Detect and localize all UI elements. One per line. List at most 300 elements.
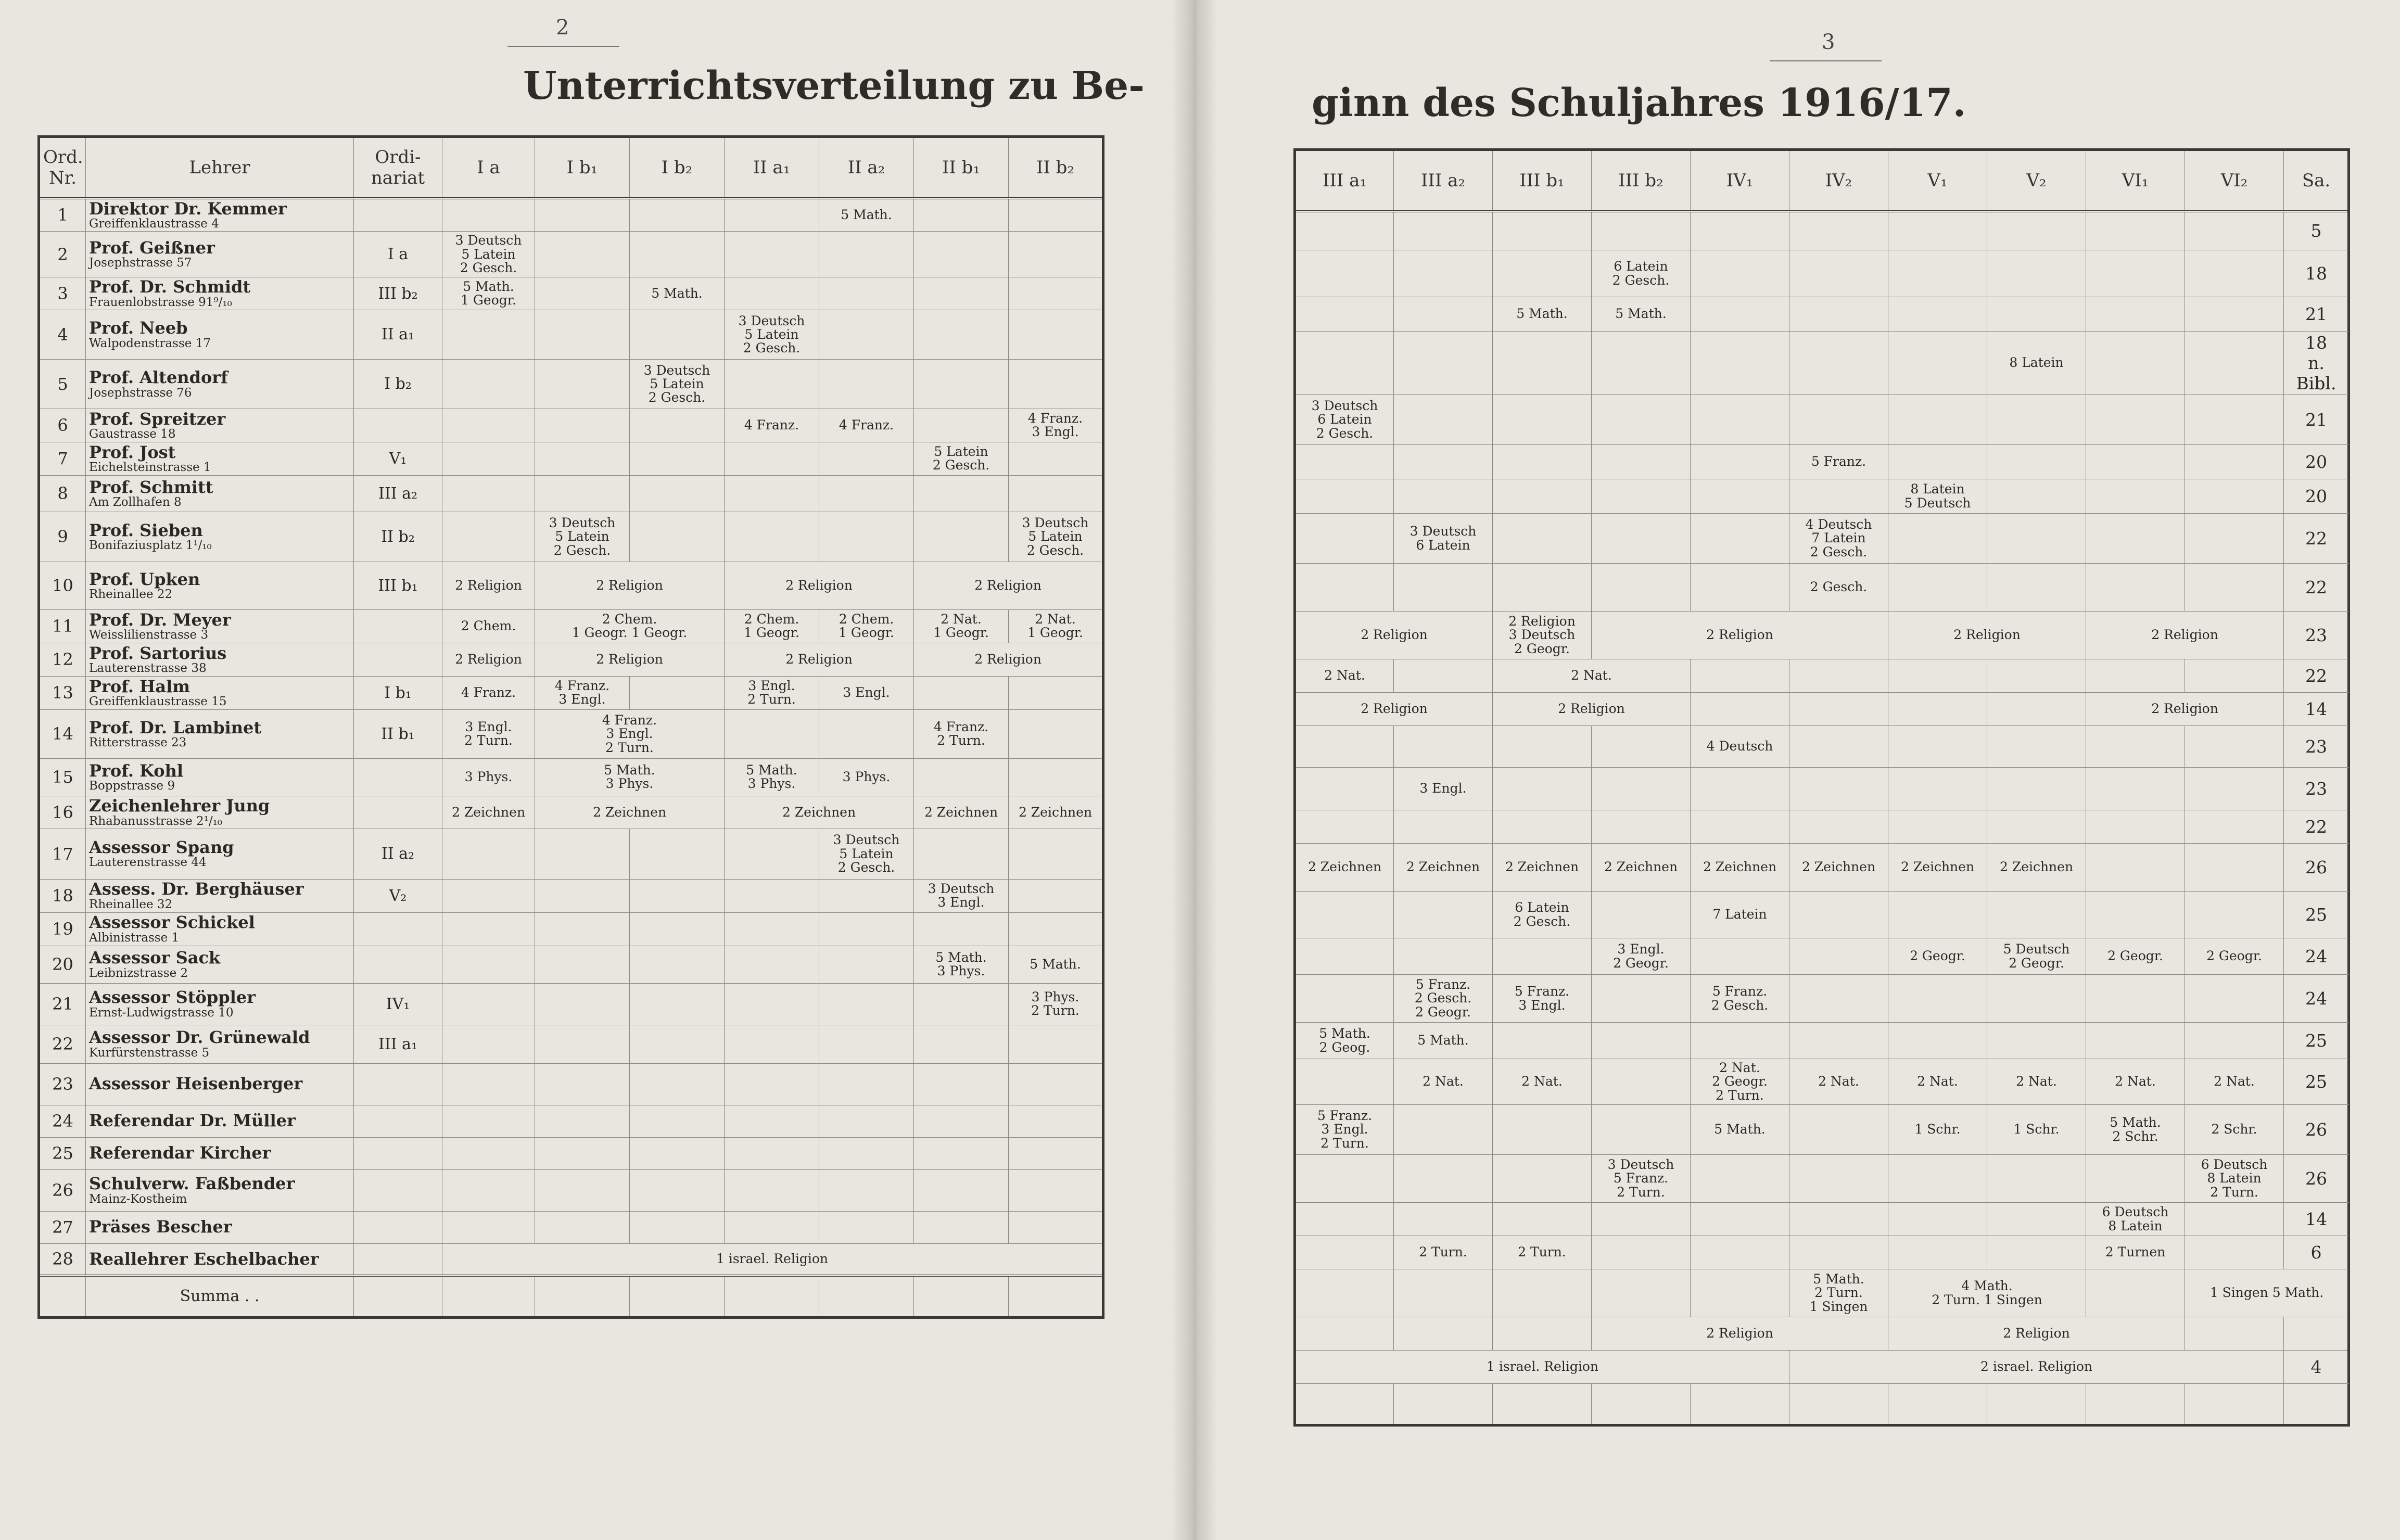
- empty-cell: [535, 946, 630, 983]
- empty-cell: [535, 829, 630, 879]
- left-header-7: II a₂: [819, 137, 914, 198]
- empty-cell: [725, 512, 819, 562]
- teacher-name: Referendar Dr. Müller: [89, 1111, 296, 1131]
- class-row: [1295, 938, 2349, 975]
- empty-cell: [2185, 659, 2284, 693]
- teacher-row: [39, 912, 1103, 946]
- empty-cell: [1691, 445, 1789, 479]
- empty-cell: [725, 1276, 819, 1317]
- left-header-2: Ordi- nariat: [354, 137, 442, 198]
- hours-sum-cell: 25: [2284, 1023, 2349, 1059]
- empty-cell: [535, 983, 630, 1025]
- teacher-cell: [86, 562, 354, 609]
- empty-cell: [2185, 564, 2284, 612]
- empty-cell: [1789, 479, 1888, 514]
- empty-cell: [819, 1063, 914, 1105]
- lesson-cell: 2 Religion: [535, 562, 725, 609]
- empty-cell: [1789, 659, 1888, 693]
- empty-cell: [1394, 1269, 1493, 1317]
- teacher-cell: [86, 1137, 354, 1169]
- empty-cell: [630, 676, 725, 709]
- teacher-cell: [86, 879, 354, 912]
- empty-cell: [2185, 250, 2284, 297]
- lesson-cell: 4 Franz. 2 Turn.: [914, 709, 1009, 758]
- empty-cell: [1493, 768, 1592, 810]
- teacher-cell: [86, 1211, 354, 1243]
- teacher-row: [39, 1137, 1103, 1169]
- lesson-cell: 5 Math. 3 Phys.: [914, 946, 1009, 983]
- empty-cell: [630, 1276, 725, 1317]
- ordinariat-cell: III b₂: [354, 277, 442, 310]
- empty-cell: [1691, 564, 1789, 612]
- class-row: [1295, 892, 2349, 938]
- teacher-cell: [86, 232, 354, 277]
- empty-cell: [1295, 332, 1394, 395]
- empty-cell: [914, 983, 1009, 1025]
- right-header-3: III b₂: [1592, 150, 1691, 211]
- right-header-7: V₂: [1987, 150, 2086, 211]
- hours-sum-cell: 25: [2284, 892, 2349, 938]
- hours-sum-cell: 26: [2284, 844, 2349, 892]
- lesson-cell: 2 Zeichnen: [1888, 844, 1987, 892]
- book-gutter: [1171, 0, 1218, 1540]
- lesson-cell: 2 Religion: [1295, 693, 1493, 726]
- row-number: 11: [39, 609, 86, 643]
- row-number: 21: [39, 983, 86, 1025]
- lesson-cell: 3 Deutsch 5 Latein 2 Gesch.: [725, 310, 819, 359]
- empty-cell: [442, 1137, 535, 1169]
- teacher-address: Boppstrasse 9: [89, 779, 175, 793]
- empty-cell: [1295, 445, 1394, 479]
- teacher-cell: [86, 912, 354, 946]
- empty-cell: [630, 946, 725, 983]
- empty-cell: [914, 232, 1009, 277]
- empty-cell: [1295, 297, 1394, 332]
- empty-cell: [1888, 1384, 1987, 1426]
- lesson-cell: 4 Math. 2 Turn. 1 Singen: [1888, 1269, 2086, 1317]
- empty-cell: [535, 1063, 630, 1105]
- empty-cell: [1394, 938, 1493, 975]
- lesson-cell: 5 Franz.: [1789, 445, 1888, 479]
- empty-cell: [1009, 879, 1103, 912]
- right-schedule-table: [1293, 148, 2350, 1427]
- teacher-address: Josephstrasse 57: [89, 256, 192, 270]
- teacher-row: [39, 1105, 1103, 1137]
- empty-cell: [442, 879, 535, 912]
- lesson-cell: 2 Religion: [914, 643, 1103, 676]
- empty-cell: [1394, 659, 1493, 693]
- teacher-name: Assessor Sack: [89, 948, 221, 968]
- teacher-cell: [86, 609, 354, 643]
- teacher-row: [39, 562, 1103, 609]
- teacher-cell: [86, 829, 354, 879]
- row-number: 4: [39, 310, 86, 359]
- ordinariat-cell: I b₁: [354, 676, 442, 709]
- teacher-address: Weisslilienstrasse 3: [89, 628, 209, 642]
- empty-cell: [1987, 211, 2086, 250]
- empty-cell: [1691, 297, 1789, 332]
- empty-cell: [819, 442, 914, 475]
- empty-cell: [725, 475, 819, 512]
- teacher-name: Assessor Dr. Grünewald: [89, 1027, 310, 1048]
- left-header-8: II b₁: [914, 137, 1009, 198]
- lesson-cell: 1 Schr.: [1987, 1105, 2086, 1155]
- empty-cell: [2185, 1317, 2284, 1351]
- empty-cell: [1592, 768, 1691, 810]
- empty-cell: [1009, 829, 1103, 879]
- left-page-number-rule: [507, 46, 619, 47]
- class-row: [1295, 844, 2349, 892]
- empty-cell: [630, 1169, 725, 1211]
- teacher-row: [39, 277, 1103, 310]
- empty-cell: [1592, 514, 1691, 564]
- right-page-number: 3: [1822, 30, 1835, 54]
- lesson-cell: 2 Religion: [442, 562, 535, 609]
- empty-cell: [1493, 479, 1592, 514]
- left-header-3: I a: [442, 137, 535, 198]
- teacher-row: [39, 409, 1103, 442]
- empty-cell: [2284, 1317, 2349, 1351]
- empty-cell: [1394, 297, 1493, 332]
- empty-cell: [630, 1025, 725, 1063]
- empty-cell: [1493, 211, 1592, 250]
- empty-cell: [535, 277, 630, 310]
- empty-cell: [1888, 659, 1987, 693]
- lesson-cell: 1 Singen 5 Math.: [2185, 1269, 2349, 1317]
- empty-cell: [2086, 975, 2185, 1023]
- empty-cell: [1394, 726, 1493, 768]
- lesson-cell: 2 Zeichnen: [1592, 844, 1691, 892]
- empty-cell: [1987, 479, 2086, 514]
- row-number: 24: [39, 1105, 86, 1137]
- row-number: 20: [39, 946, 86, 983]
- empty-cell: [914, 1169, 1009, 1211]
- teacher-name: Assessor Heisenberger: [89, 1074, 303, 1094]
- empty-cell: [2086, 297, 2185, 332]
- empty-cell: [535, 1137, 630, 1169]
- row-number: 26: [39, 1169, 86, 1211]
- empty-cell: [1295, 1236, 1394, 1269]
- right-header-10: Sa.: [2284, 150, 2349, 211]
- ordinariat-cell: [354, 796, 442, 829]
- lesson-cell: 3 Deutsch 5 Franz. 2 Turn.: [1592, 1155, 1691, 1203]
- empty-cell: [1691, 479, 1789, 514]
- empty-cell: [1789, 1155, 1888, 1203]
- empty-cell: [1394, 1203, 1493, 1236]
- empty-cell: [1789, 1203, 1888, 1236]
- teacher-address: Mainz-Kostheim: [89, 1192, 187, 1206]
- lesson-cell: 2 Zeichnen: [1009, 796, 1103, 829]
- row-number: 16: [39, 796, 86, 829]
- right-header-5: IV₂: [1789, 150, 1888, 211]
- class-row: [1295, 1317, 2349, 1351]
- empty-cell: [725, 879, 819, 912]
- lesson-cell: 2 Chem. 1 Geogr. 1 Geogr.: [535, 609, 725, 643]
- row-number: 28: [39, 1243, 86, 1276]
- lesson-cell: 4 Franz. 3 Engl.: [535, 676, 630, 709]
- row-number: 15: [39, 758, 86, 796]
- class-row: [1295, 975, 2349, 1023]
- lesson-cell: 2 Nat.: [1493, 659, 1691, 693]
- left-header-9: II b₂: [1009, 137, 1103, 198]
- empty-cell: [535, 442, 630, 475]
- teacher-cell: [86, 198, 354, 232]
- hours-sum-cell: 24: [2284, 938, 2349, 975]
- teacher-name: Prof. Sieben: [89, 520, 203, 540]
- empty-cell: [630, 912, 725, 946]
- empty-cell: [1987, 693, 2086, 726]
- lesson-cell: 5 Math.: [1493, 297, 1592, 332]
- empty-cell: [1009, 1211, 1103, 1243]
- empty-cell: [535, 1105, 630, 1137]
- empty-cell: [725, 1105, 819, 1137]
- ordinariat-cell: II a₁: [354, 310, 442, 359]
- empty-cell: [1888, 975, 1987, 1023]
- empty-cell: [819, 912, 914, 946]
- hours-sum-cell: 14: [2284, 1203, 2349, 1236]
- teacher-row: [39, 879, 1103, 912]
- empty-cell: [1888, 514, 1987, 564]
- hours-sum-cell: 24: [2284, 975, 2349, 1023]
- empty-cell: [1009, 277, 1103, 310]
- empty-cell: [1691, 768, 1789, 810]
- empty-cell: [2185, 445, 2284, 479]
- class-row: [1295, 250, 2349, 297]
- lesson-cell: 5 Math. 2 Turn. 1 Singen: [1789, 1269, 1888, 1317]
- row-number: 7: [39, 442, 86, 475]
- lesson-cell: 2 Religion: [725, 562, 914, 609]
- teacher-name: Zeichenlehrer Jung: [89, 796, 270, 816]
- empty-cell: [1394, 564, 1493, 612]
- empty-cell: [2185, 514, 2284, 564]
- lesson-cell: 2 Chem. 1 Geogr.: [819, 609, 914, 643]
- empty-cell: [1295, 892, 1394, 938]
- lesson-cell: 2 Nat. 2 Geogr. 2 Turn.: [1691, 1059, 1789, 1105]
- summa-label: Summa . .: [86, 1276, 354, 1317]
- empty-cell: [1888, 1203, 1987, 1236]
- empty-cell: [1295, 1384, 1394, 1426]
- teacher-address: Leibnizstrasse 2: [89, 966, 188, 980]
- lesson-cell: 2 Religion: [535, 643, 725, 676]
- empty-cell: [1592, 445, 1691, 479]
- empty-cell: [1394, 395, 1493, 445]
- empty-cell: [1394, 892, 1493, 938]
- empty-cell: [1691, 659, 1789, 693]
- empty-cell: [725, 983, 819, 1025]
- left-page-number: 2: [556, 16, 569, 40]
- hours-sum-cell: 23: [2284, 726, 2349, 768]
- teacher-address: Greiffenklaustrasse 4: [89, 217, 219, 231]
- empty-cell: [1592, 726, 1691, 768]
- empty-cell: [1295, 938, 1394, 975]
- lesson-cell: 4 Franz.: [442, 676, 535, 709]
- empty-cell: [1394, 211, 1493, 250]
- left-header-5: I b₂: [630, 137, 725, 198]
- empty-cell: [2086, 395, 2185, 445]
- ordinariat-cell: [354, 1169, 442, 1211]
- row-number: 1: [39, 198, 86, 232]
- teacher-row: [39, 1169, 1103, 1211]
- right-page-number-rule: [1770, 60, 1882, 61]
- empty-cell: [630, 1063, 725, 1105]
- empty-cell: [2086, 892, 2185, 938]
- lesson-cell: 6 Deutsch 8 Latein 2 Turn.: [2185, 1155, 2284, 1203]
- empty-cell: [442, 409, 535, 442]
- lesson-cell: 2 Religion: [1493, 693, 1691, 726]
- teacher-cell: [86, 475, 354, 512]
- lesson-cell: 2 Zeichnen: [914, 796, 1009, 829]
- teacher-address: Gaustrasse 18: [89, 427, 176, 441]
- lesson-cell: 2 Turnen: [2086, 1236, 2185, 1269]
- teacher-name: Prof. Neeb: [89, 318, 188, 338]
- empty-cell: [1295, 1059, 1394, 1105]
- empty-cell: [1888, 1236, 1987, 1269]
- empty-cell: [442, 946, 535, 983]
- empty-cell: [1394, 250, 1493, 297]
- lesson-cell: 2 israel. Religion: [1789, 1351, 2284, 1384]
- empty-cell: [1888, 726, 1987, 768]
- hours-sum-cell: 25: [2284, 1059, 2349, 1105]
- lesson-cell: 5 Math. 3 Phys.: [535, 758, 725, 796]
- empty-cell: [442, 912, 535, 946]
- hours-sum-cell: 26: [2284, 1105, 2349, 1155]
- empty-cell: [725, 1063, 819, 1105]
- lesson-cell: 3 Engl.: [819, 676, 914, 709]
- ordinariat-cell: [354, 1105, 442, 1137]
- empty-cell: [1987, 1203, 2086, 1236]
- empty-cell: [1394, 332, 1493, 395]
- lesson-cell: 2 Nat.: [1789, 1059, 1888, 1105]
- empty-cell: [725, 1169, 819, 1211]
- empty-cell: [914, 1105, 1009, 1137]
- lesson-cell: 3 Deutsch 3 Engl.: [914, 879, 1009, 912]
- empty-cell: [725, 232, 819, 277]
- empty-cell: [1789, 693, 1888, 726]
- class-row: [1295, 659, 2349, 693]
- empty-cell: [1493, 810, 1592, 844]
- empty-cell: [1592, 1105, 1691, 1155]
- empty-cell: [1987, 1236, 2086, 1269]
- teacher-name: Prof. Schmitt: [89, 477, 213, 497]
- empty-cell: [535, 232, 630, 277]
- empty-cell: [1295, 211, 1394, 250]
- row-number: 3: [39, 277, 86, 310]
- teacher-name: Assessor Schickel: [89, 912, 255, 933]
- teacher-name: Prof. Geißner: [89, 237, 215, 258]
- empty-cell: [535, 1025, 630, 1063]
- empty-cell: [1789, 726, 1888, 768]
- teacher-name: Assessor Stöppler: [89, 987, 256, 1008]
- class-row: [1295, 612, 2349, 659]
- lesson-cell: 2 Nat.: [1295, 659, 1394, 693]
- lesson-cell: 1 Schr.: [1888, 1105, 1987, 1155]
- empty-cell: [1691, 1203, 1789, 1236]
- class-row: [1295, 211, 2349, 250]
- empty-cell: [1295, 1317, 1394, 1351]
- empty-cell: [914, 676, 1009, 709]
- empty-cell: [1009, 1137, 1103, 1169]
- lesson-cell: 2 Religion: [1888, 1317, 2185, 1351]
- empty-cell: [1295, 810, 1394, 844]
- teacher-address: Bonifaziusplatz 1¹/₁₀: [89, 539, 212, 553]
- teacher-name: Prof. Sartorius: [89, 643, 227, 663]
- empty-cell: [1394, 810, 1493, 844]
- empty-cell: [2185, 1203, 2284, 1236]
- teacher-cell: [86, 643, 354, 676]
- empty-cell: [1493, 332, 1592, 395]
- empty-cell: [819, 310, 914, 359]
- hours-sum-cell: 23: [2284, 612, 2349, 659]
- hours-sum-cell: 22: [2284, 514, 2349, 564]
- empty-cell: [1394, 1155, 1493, 1203]
- teacher-row: [39, 512, 1103, 562]
- lesson-cell: 2 Geogr.: [2185, 938, 2284, 975]
- lesson-cell: 5 Deutsch 2 Geogr.: [1987, 938, 2086, 975]
- empty-cell: [1493, 1384, 1592, 1426]
- empty-cell: [819, 512, 914, 562]
- teacher-address: Rhabanusstrasse 2¹/₁₀: [89, 814, 223, 828]
- empty-cell: [1691, 1023, 1789, 1059]
- empty-cell: [2185, 1384, 2284, 1426]
- empty-cell: [1295, 975, 1394, 1023]
- empty-cell: [535, 310, 630, 359]
- teacher-address: Walpodenstrasse 17: [89, 336, 211, 350]
- empty-cell: [630, 1211, 725, 1243]
- lesson-cell: 2 Nat. 1 Geogr.: [1009, 609, 1103, 643]
- empty-cell: [725, 829, 819, 879]
- lesson-cell: 2 Nat.: [1888, 1059, 1987, 1105]
- hours-sum-cell: 21: [2284, 297, 2349, 332]
- lesson-cell: 3 Phys. 2 Turn.: [1009, 983, 1103, 1025]
- teacher-cell: [86, 1063, 354, 1105]
- empty-cell: [2086, 768, 2185, 810]
- empty-cell: [1987, 726, 2086, 768]
- empty-cell: [1009, 1063, 1103, 1105]
- teacher-name: Schulverw. Faßbender: [89, 1174, 295, 1194]
- empty-cell: [914, 475, 1009, 512]
- empty-cell: [442, 829, 535, 879]
- empty-cell: [1888, 332, 1987, 395]
- empty-cell: [914, 829, 1009, 879]
- lesson-cell: 2 Religion: [1888, 612, 2086, 659]
- empty-cell: [1493, 726, 1592, 768]
- empty-cell: [630, 475, 725, 512]
- class-row: [1295, 332, 2349, 395]
- lesson-cell: 2 Nat.: [2185, 1059, 2284, 1105]
- lesson-cell: 2 Nat.: [1493, 1059, 1592, 1105]
- empty-cell: [2086, 1269, 2185, 1317]
- empty-cell: [2086, 479, 2185, 514]
- empty-cell: [1691, 693, 1789, 726]
- ordinariat-cell: [354, 409, 442, 442]
- row-number: 5: [39, 359, 86, 409]
- class-row: [1295, 1236, 2349, 1269]
- empty-cell: [535, 198, 630, 232]
- teacher-name: Prof. Kohl: [89, 760, 184, 781]
- lesson-cell: 2 Gesch.: [1789, 564, 1888, 612]
- empty-cell: [535, 912, 630, 946]
- ordinariat-cell: [354, 1211, 442, 1243]
- empty-cell: [1987, 250, 2086, 297]
- empty-cell: [442, 1169, 535, 1211]
- teacher-address: Greiffenklaustrasse 15: [89, 695, 227, 709]
- empty-cell: [1592, 564, 1691, 612]
- empty-cell: [630, 232, 725, 277]
- empty-cell: [630, 198, 725, 232]
- empty-cell: [442, 198, 535, 232]
- class-row: [1295, 1269, 2349, 1317]
- empty-cell: [2185, 479, 2284, 514]
